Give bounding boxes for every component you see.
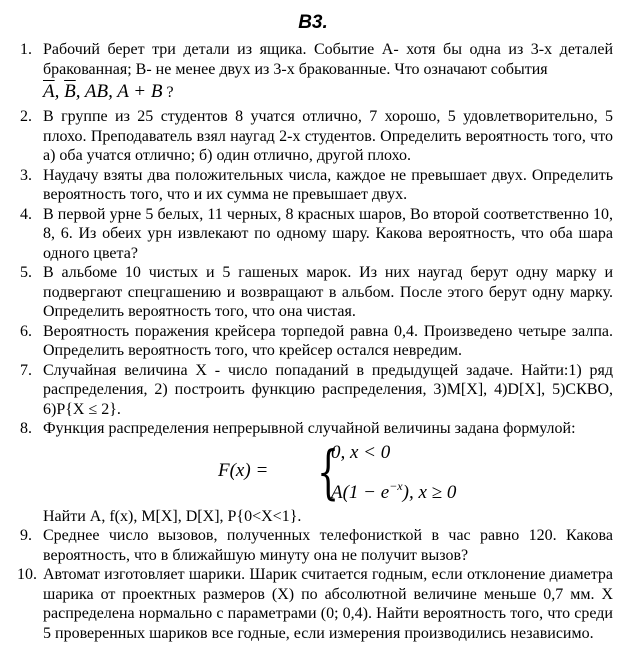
- events-formula: [43, 79, 613, 107]
- problem-number: 10.: [17, 566, 37, 583]
- problem-item: [0, 107, 626, 166]
- problem-item: [0, 565, 626, 643]
- brace-symbol: {: [317, 437, 340, 506]
- problem-number: 1.: [20, 41, 32, 58]
- problem-item: [0, 526, 626, 565]
- problem-text: Функция распределения непрерывной случайной величины задана формулой:: [43, 420, 576, 437]
- separator: ,: [54, 81, 65, 102]
- question-mark: ?: [162, 84, 174, 101]
- problem-text: В альбоме 10 чистых и 5 гашеных марок. Из них наугад берут одну марку и подвергают спецгашению и возвращают в альбом. После этого берут одну марку. Определить вероятность того, что она чистая.: [43, 264, 613, 320]
- problem-number: 4.: [20, 205, 32, 223]
- problem-text: Среднее число вызовов, полученных телефонисткой в час равно 120. Какова вероятность, что в ближайшую минуту она не получит вызов?: [43, 527, 613, 564]
- problem-number: 2.: [20, 108, 32, 125]
- case2-pre: A(1 − e: [331, 481, 390, 503]
- problem-number: 5.: [20, 264, 32, 281]
- problem-item: [0, 361, 626, 420]
- problem-text: Наудачу взяты два положительных числа, каждое не превышает двух. Определить вероятность того, что и их сумма не превышает двух.: [43, 166, 613, 203]
- problem-text: Вероятность поражения крейсера торпедой равна 0,4. Произведено четыре залпа. Определить вероятность того, что крейсер остался невредим.: [43, 322, 613, 359]
- problem-item: [0, 166, 626, 205]
- formula-case-2: [331, 477, 456, 503]
- problem-item: [0, 322, 626, 361]
- problem-item: [0, 205, 626, 264]
- problem-number: 6.: [20, 322, 32, 340]
- problem-item: [0, 263, 626, 322]
- formula-case-1: 0, x < 0: [331, 441, 391, 463]
- distribution-formula: [43, 439, 613, 507]
- problem-item: [0, 419, 626, 526]
- b-bar: $\overline{B}$: [64, 81, 76, 102]
- problem-text: В первой урне 5 белых, 11 черных, 8 красных шаров, Во второй соответственно 10, 8, 6. Из обеих урн извлекают по одному шару. Какова вероятность, что оба шара одного цвета?: [43, 205, 613, 262]
- problem-text: Рабочий берет три детали из ящика. Событие А- хотя бы одна из 3-х деталей бракованная; В- не менее двух из 3-х бракованные. Что означают события: [43, 41, 613, 78]
- problem-number: 7.: [20, 361, 32, 379]
- a-bar: $\overline{A}$: [43, 81, 55, 102]
- case2-post: ), x ≥ 0: [402, 481, 457, 503]
- formula-rest: , AB, A + B: [75, 81, 163, 102]
- problem-number: 9.: [20, 527, 32, 544]
- case2-exponent: −x: [389, 478, 403, 493]
- problem-item: [0, 40, 626, 107]
- problem-number: 8.: [20, 420, 32, 437]
- problem-number: 3.: [20, 166, 32, 184]
- problem-text: Автомат изготовляет шарики. Шарик считается годным, если отклонение диаметра шарика от проектных размеров (Х) по абсолютной величине меньше 0,7 мм. Х распределена нормально с параметрами (0; 0,4). Найти вероятность того, что среди 5 проверенных шариков все годные, если измерения производились независимо.: [43, 566, 613, 642]
- formula-lhs: F(x) =: [218, 459, 269, 481]
- problem-text: Случайная величина Х - число попаданий в предыдущей задаче. Найти:1) ряд распределения, 2) построить функцию распределения, 3)M[X], 4)D[X], 5)СКВО, 6)P{X ≤ 2}.: [43, 361, 613, 418]
- problem-text: В группе из 25 студентов 8 учатся отлично, 7 хорошо, 5 удовлетворительно, 5 плохо. Преподаватель взял наугад 2-х студентов. Определить вероятность того, что а) оба учатся отлично; б) один отлично, другой плохо.: [43, 108, 613, 164]
- page-title: B3.: [298, 12, 328, 33]
- problem-list: [0, 40, 626, 643]
- problem-followup: Найти А, f(x), M[X], D[X], P{0<X<1}.: [43, 507, 302, 525]
